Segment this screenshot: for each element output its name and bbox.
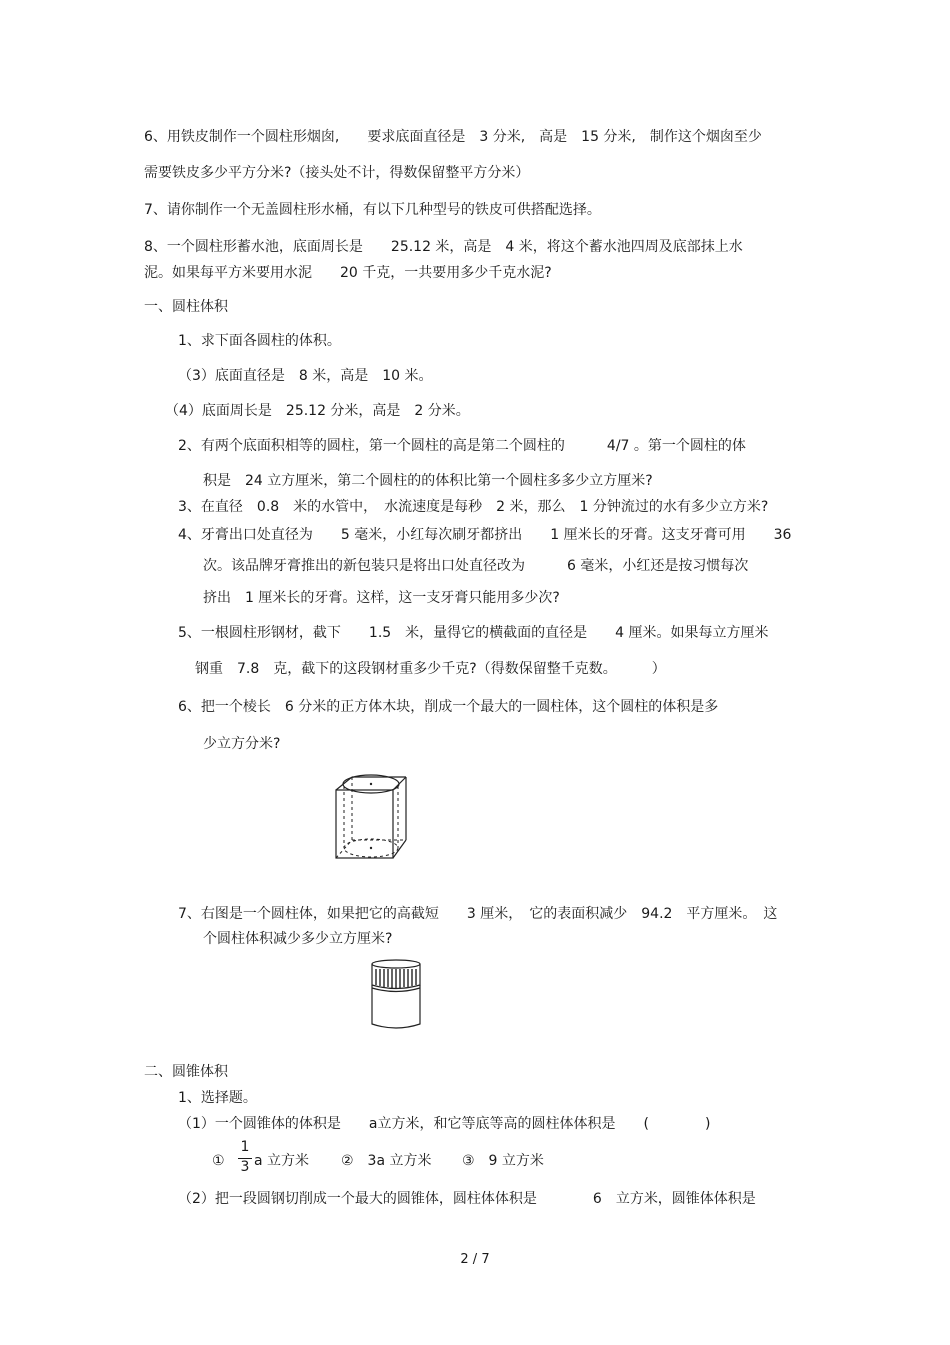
option-2: ② 3a 立方米 [341, 1153, 432, 1169]
page-number: 2 / 7 [460, 1252, 490, 1267]
option-1-mark: ① [212, 1153, 225, 1169]
fraction-numerator: 1 [240, 1139, 250, 1155]
text-line-15: 挤出 1 厘米长的牙膏。这样，这一支牙膏只能用多少次? [203, 590, 560, 606]
text-line-9: （4）底面周长是 25.12 分米，高是 2 分米。 [165, 403, 470, 419]
fraction-one-third [238, 1139, 252, 1181]
text-line-25: （2）把一段圆钢切削成一个最大的圆锥体，圆柱体体积是 6 立方米，圆锥体体积是 [178, 1191, 756, 1207]
text-line-11: 积是 24 立方厘米，第二个圆柱的的体积比第一个圆柱多多少立方厘米? [203, 473, 653, 489]
text-line-13: 4、牙膏出口处直径为 5 毫米，小红每次刷牙都挤出 1 厘米长的牙膏。这支牙膏可用 36 [178, 527, 792, 543]
text-line-5: 泥。如果每平方米要用水泥 20 千克，一共要用多少千克水泥? [144, 265, 552, 281]
text-line-23: 1、选择题。 [178, 1090, 257, 1106]
text-line-19: 少立方分米? [203, 736, 281, 752]
text-line-12: 3、在直径 0.8 米的水管中， 水流速度是每秒 2 米，那么 1 分钟流过的水有多少立方米? [178, 499, 769, 515]
text-line-1: 6、用铁皮制作一个圆柱形烟囱, 要求底面直径是 3 分米, 高是 15 分米, 制作这个烟囱至少 [144, 129, 762, 145]
text-line-7: 1、求下面各圆柱的体积。 [178, 333, 341, 349]
text-line-14: 次。该品牌牙膏推出的新包装只是将出口处直径改为 6 毫米，小红还是按习惯每次 [203, 558, 749, 574]
text-line-21: 个圆柱体积减少多少立方厘米? [203, 931, 393, 947]
text-line-10: 2、有两个底面积相等的圆柱，第一个圆柱的高是第二个圆柱的 4/7 。第一个圆柱的体 [178, 438, 746, 454]
text-line-17: 钢重 7.8 克，截下的这段钢材重多少千克?（得数保留整千克数。 ） [195, 661, 666, 677]
cube-with-cylinder-figure [330, 774, 410, 862]
text-line-4: 8、一个圆柱形蓄水池，底面周长是 25.12 米，高是 4 米，将这个蓄水池四周及底部抹上水 [144, 239, 743, 255]
option-3: ③ 9 立方米 [462, 1153, 544, 1169]
fraction-denominator: 3 [240, 1159, 250, 1175]
option-1-text: a 立方米 [254, 1153, 310, 1169]
text-line-8: （3）底面直径是 8 米，高是 10 米。 [178, 368, 433, 384]
text-line-18: 6、把一个棱长 6 分米的正方体木块，削成一个最大的一圆柱体，这个圆柱的体积是多 [178, 699, 719, 715]
text-line-3: 7、请你制作一个无盖圆柱形水桶，有以下几种型号的铁皮可供搭配选择。 [144, 202, 601, 218]
text-line-16: 5、一根圆柱形钢材，截下 1.5 米，量得它的横截面的直径是 4 厘米。如果每立方厘米 [178, 625, 769, 641]
text-line-20: 7、右图是一个圆柱体，如果把它的高截短 3 厘米， 它的表面积减少 94.2 平方厘米。 这 [178, 906, 778, 922]
section-heading-cylinder-volume: 一、圆柱体积 [144, 299, 228, 315]
text-line-2: 需要铁皮多少平方分米?（接头处不计，得数保留整平方分米） [144, 165, 530, 181]
cylinder-jar-figure [368, 958, 424, 1032]
section-heading-cone-volume: 二、圆锥体积 [144, 1064, 228, 1080]
text-line-24: （1）一个圆锥体的体积是 a立方米，和它等底等高的圆柱体体积是 ( ) [178, 1116, 711, 1132]
